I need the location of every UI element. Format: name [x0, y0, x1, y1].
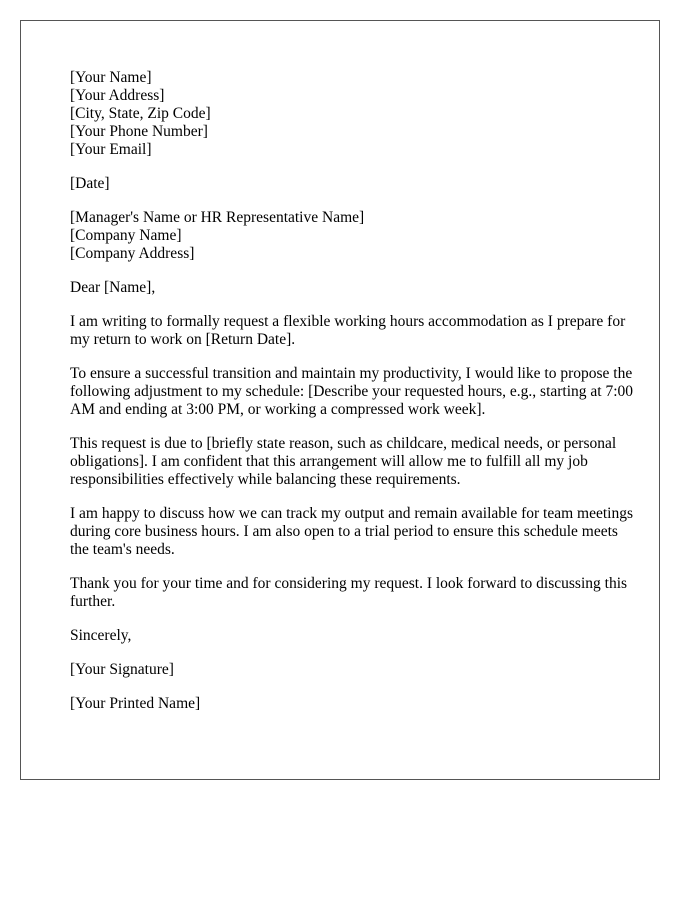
sender-block: [70, 69, 662, 159]
paragraph-line: the team's needs.: [70, 541, 175, 558]
letter-body: [70, 69, 662, 729]
paragraph-line: To ensure a successful transition and maintain my productivity, I would like to propose the: [70, 365, 633, 382]
salutation: [70, 279, 662, 297]
paragraph-line: I am happy to discuss how we can track my output and remain available for team meetings: [70, 505, 633, 522]
body-paragraph: [70, 505, 662, 559]
paragraph-line: during core business hours. I am also open to a trial period to ensure this schedule meets: [70, 523, 618, 540]
paragraph-line: my return to work on [Return Date].: [70, 331, 296, 348]
closing-text: Sincerely,: [70, 627, 132, 644]
sender-city-state-zip: [City, State, Zip Code]: [70, 105, 211, 122]
paragraph-line: following adjustment to my schedule: [Describe your requested hours, e.g., starting at 7:00: [70, 383, 634, 400]
recipient-block: [70, 209, 662, 263]
letter-date: [Date]: [70, 175, 110, 192]
sender-email: [Your Email]: [70, 141, 152, 158]
date-block: [70, 175, 662, 193]
sender-name: [Your Name]: [70, 69, 152, 86]
body-paragraph: [70, 575, 662, 611]
printed-name-text: [Your Printed Name]: [70, 695, 201, 712]
closing: [70, 627, 662, 645]
body-paragraph: [70, 313, 662, 349]
letter-page: [20, 20, 660, 780]
sender-phone: [Your Phone Number]: [70, 123, 208, 140]
paragraph-line: This request is due to [briefly state reason, such as childcare, medical needs, or personal: [70, 435, 617, 452]
paragraph-line: Thank you for your time and for considering my request. I look forward to discussing this: [70, 575, 628, 592]
salutation-text: Dear [Name],: [70, 279, 156, 296]
paragraph-line: obligations]. I am confident that this arrangement will allow me to fulfill all my job: [70, 453, 588, 470]
sender-address: [Your Address]: [70, 87, 165, 104]
body-paragraph: [70, 435, 662, 489]
recipient-company-address: [Company Address]: [70, 245, 195, 262]
signature-text: [Your Signature]: [70, 661, 174, 678]
recipient-company: [Company Name]: [70, 227, 182, 244]
signature: [70, 661, 662, 679]
paragraph-line: responsibilities effectively while balancing these requirements.: [70, 471, 461, 488]
body-paragraph: [70, 365, 662, 419]
paragraph-line: further.: [70, 593, 116, 610]
recipient-name: [Manager's Name or HR Representative Name]: [70, 209, 365, 226]
paragraph-line: AM and ending at 3:00 PM, or working a compressed work week].: [70, 401, 486, 418]
paragraph-line: I am writing to formally request a flexible working hours accommodation as I prepare for: [70, 313, 626, 330]
printed-name: [70, 695, 662, 713]
